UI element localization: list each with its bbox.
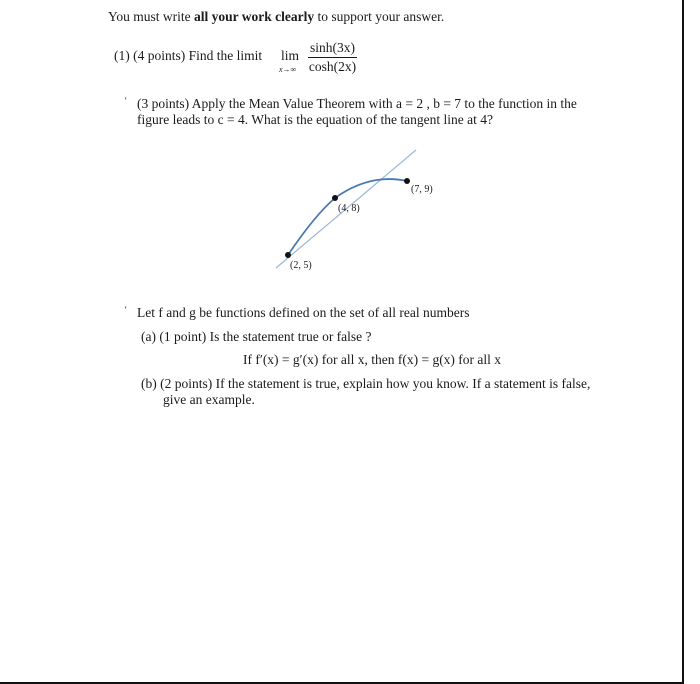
point-7-9 [404,178,410,184]
bullet-mark: ‘ [124,96,128,107]
limit-fraction [308,40,357,75]
point-2-5 [285,252,291,258]
label-7-9: (7, 9) [411,184,433,195]
bullet-mark: ‘ [124,305,128,316]
label-4-8: (4, 8) [338,203,360,214]
lim-subscript: x→∞ [279,65,297,74]
question-1-text: (1) (4 points) Find the limit [114,48,263,63]
question-3-statement: If f′(x) = g′(x) for all x, then f(x) = g(x) for all x [243,352,502,367]
question-3-part-a: (a) (1 point) Is the statement true or false ? [141,329,372,344]
question-3-intro: Let f and g be functions defined on the set of all real numbers [137,305,470,320]
fraction-denominator: cosh(2x) [308,59,357,74]
point-4-8 [332,195,338,201]
instructions: You must write all your work clearly to support your answer. [108,9,445,24]
instructions-bold: all your work clearly [194,9,315,24]
question-3-part-b-line-1: (b) (2 points) If the statement is true, explain how you know. If a statement is false, [141,376,591,391]
fraction-numerator: sinh(3x) [308,40,357,58]
lim-word: lim [281,48,300,63]
label-2-5: (2, 5) [290,260,312,271]
mvt-figure [270,140,433,280]
question-2-line-2: figure leads to c = 4. What is the equation of the tangent line at 4? [137,112,494,127]
question-3-part-b-line-2: give an example. [163,392,255,407]
question-2-line-1: (3 points) Apply the Mean Value Theorem with a = 2 , b = 7 to the function in the [137,96,577,111]
